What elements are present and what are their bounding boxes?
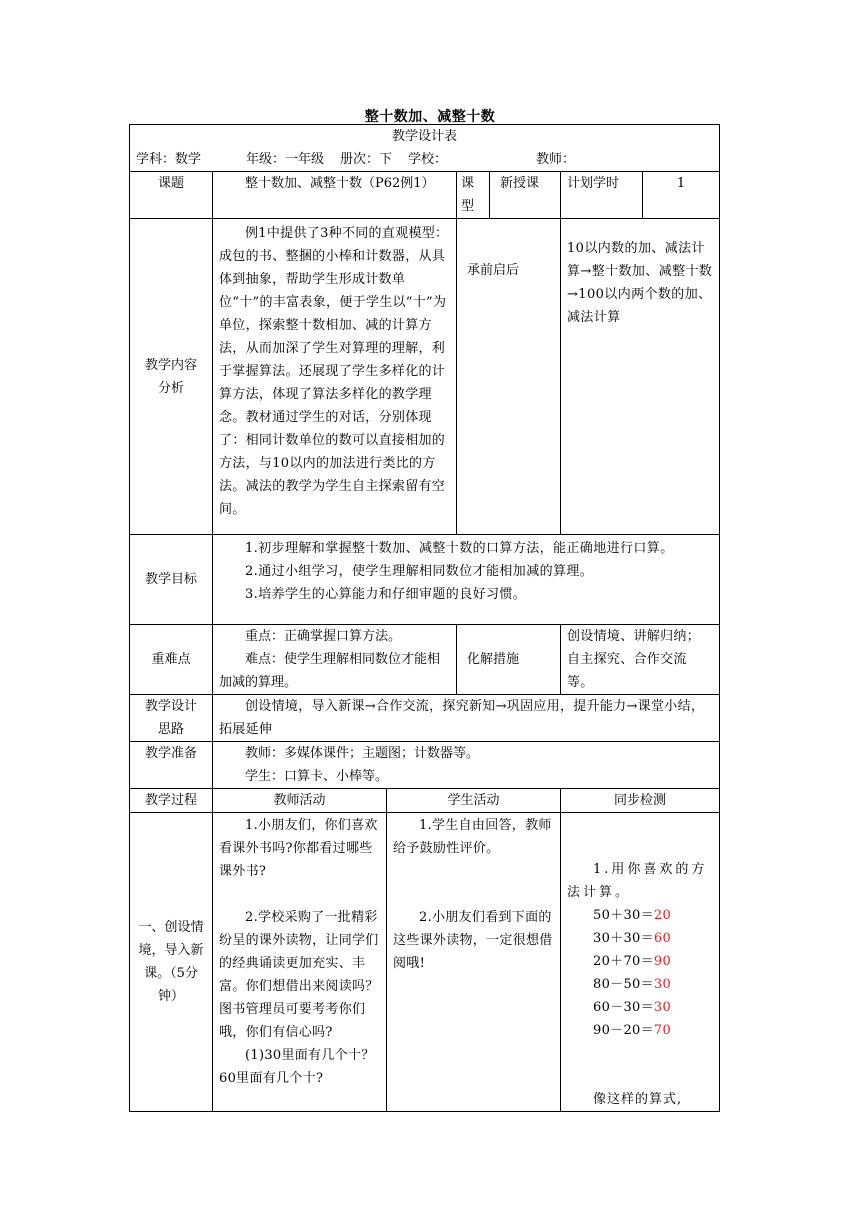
student-activity-header: 学生活动 — [387, 789, 561, 813]
stage1-sync-check — [561, 813, 720, 1112]
student-step-1: 1.学生自由回答，教师给予鼓励性评价。 — [393, 818, 552, 856]
preparation-student: 学生：口算卡、小棒等。 — [245, 769, 389, 784]
exercise-answer: 90 — [653, 954, 672, 969]
design-idea-label: 教学设计思路 — [130, 695, 213, 742]
key-points-label: 重难点 — [130, 625, 213, 695]
design-idea-text: 创设情境，导入新课→合作交流，探究新知→巩固应用，提升能力→课堂小结，拓展延伸 — [213, 695, 720, 742]
content-analysis-label: 教学内容分析 — [130, 219, 213, 535]
preparation-teacher: 教师：多媒体课件；主题图；计数器等。 — [245, 746, 480, 761]
sync-check-header: 同步检测 — [561, 789, 720, 813]
check-tail: 像这样的算式, — [593, 1092, 683, 1107]
connection-label: 承前启后 — [457, 219, 561, 535]
process-header-row — [130, 789, 720, 813]
exercise-question: 20＋70＝ — [593, 954, 654, 969]
check-intro: 1.用你喜欢的方法计算。 — [567, 862, 708, 900]
exercise-item — [567, 927, 713, 950]
content-analysis-row — [130, 219, 720, 535]
meta-school: 学校： — [408, 152, 448, 167]
objective-item: 2.通过小组学习，使学生理解相同数位才能相加减的算理。 — [245, 564, 594, 579]
preparation-content — [213, 742, 720, 789]
exercise-answer: 70 — [653, 1023, 672, 1038]
exercise-item — [567, 973, 713, 996]
connection-text: 10以内数的加、减法计算→整十数加、减整十数→100以内两个数的加、减法计算 — [561, 219, 720, 535]
lesson-type-value: 新授课 — [490, 172, 561, 219]
objectives-row — [130, 535, 720, 625]
preparation-label: 教学准备 — [130, 742, 213, 789]
teacher-step-1: 1.小朋友们，你们喜欢看课外书吗?你都看过哪些课外书? — [219, 818, 378, 879]
measures-text: 创设情境、讲解归纳；自主探究、合作交流等。 — [561, 625, 720, 695]
planned-hours-value: 1 — [643, 172, 720, 219]
student-step-2: 2.小朋友们看到下面的这些课外读物，一定很想借阅哦! — [393, 910, 553, 971]
design-idea-row — [130, 695, 720, 742]
exercise-item — [567, 950, 713, 973]
teacher-activity-header: 教师活动 — [213, 789, 387, 813]
exercise-question: 30＋30＝ — [593, 931, 654, 946]
exercise-answer: 30 — [653, 977, 672, 992]
topic-label: 课题 — [130, 172, 213, 219]
exercise-answer: 20 — [653, 908, 672, 923]
exercise-question: 60－30＝ — [593, 1000, 654, 1015]
meta-subject: 学科：数学 — [136, 152, 202, 167]
key-points-row — [130, 625, 720, 695]
objective-item: 3.培养学生的心算能力和仔细审题的良好习惯。 — [245, 587, 527, 602]
objectives-label: 教学目标 — [130, 535, 213, 625]
stage1-teacher-activity — [213, 813, 387, 1112]
lesson-type-label: 课型 — [457, 172, 490, 219]
exercise-item — [567, 904, 713, 927]
teaching-design-table — [129, 124, 720, 1112]
meta-teacher: 教师： — [536, 152, 576, 167]
document-title: 整十数加、减整十数 — [364, 109, 496, 125]
exercise-item — [567, 996, 713, 1019]
difficult-point: 难点：使学生理解相同数位才能相加减的算理。 — [219, 652, 441, 690]
exercise-answer: 30 — [653, 1000, 672, 1015]
exercise-question: 80－50＝ — [593, 977, 654, 992]
exercise-answer: 60 — [653, 931, 672, 946]
objectives-list — [213, 535, 720, 625]
teacher-step-2: 2.学校采购了一批精彩纷呈的课外读物，让同学们的经典诵读更加充实、丰富。你们想借出来阅读吗？图书管理员可要考考你们哦，你们有信心吗? — [219, 910, 379, 1040]
preparation-row — [130, 742, 720, 789]
planned-hours-label: 计划学时 — [561, 172, 643, 219]
stage1-label: 一、创设情境，导入新课。（5分钟） — [130, 813, 213, 1112]
key-points-content — [213, 625, 457, 695]
table-title: 教学设计表 — [130, 125, 720, 149]
measures-label: 化解措施 — [457, 625, 561, 695]
exercise-question: 50＋30＝ — [593, 908, 654, 923]
meta-row — [130, 148, 720, 172]
table-title-row — [130, 125, 720, 149]
objective-item: 1.初步理解和掌握整十数加、减整十数的口算方法，能正确地进行口算。 — [245, 541, 674, 556]
stage1-row — [130, 813, 720, 1112]
stage1-student-activity — [387, 813, 561, 1112]
meta-grade: 年级：一年级 — [246, 152, 325, 167]
exercise-question: 90－20＝ — [593, 1023, 654, 1038]
content-analysis-text: 例1中提供了3种不同的直观模型：成包的书、整捆的小棒和计数器，从具体到抽象，帮助学生形成计数单位“十”的丰富表象，便于学生以“十”为单位，探索整十数相加、减的计算方法，从而加深了学生对算理的理解，利于掌握算法。还展现了学生多样化的计算方法，体现了算法多样化的教学理念。教材通过学生的对话，分别体现了：相同计数单位的数可以直接相加的方法，与10以内的加法进行类比的方法。减法的教学为学生自主探索留有空间。 — [213, 219, 457, 535]
key-point: 重点：正确掌握口算方法。 — [245, 629, 402, 644]
teacher-step-3: (1)30里面有几个十？60里面有几个十? — [219, 1048, 375, 1086]
topic-row — [130, 172, 720, 219]
topic-value: 整十数加、减整十数（P62例1） — [213, 172, 457, 219]
meta-volume: 册次：下 — [340, 152, 393, 167]
process-label: 教学过程 — [130, 789, 213, 813]
exercise-item — [567, 1019, 713, 1042]
